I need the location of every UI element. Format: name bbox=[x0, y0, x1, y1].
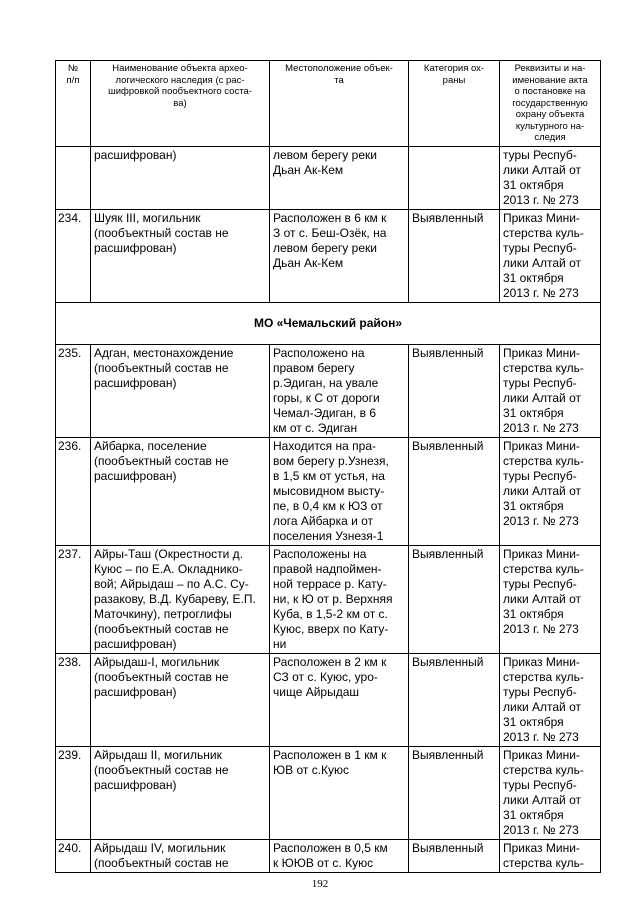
object-name-cell: Айбарка, поселение (пообъектный состав не расшифрован) bbox=[91, 437, 270, 545]
location-cell: Расположен в 0,5 км к ЮЮВ от с. Куюс bbox=[270, 839, 409, 872]
table-row bbox=[56, 839, 601, 872]
act-details-cell: туры Респуб- лики Алтай от 31 октября 2013 г. № 273 bbox=[500, 146, 601, 209]
row-number: 238. bbox=[56, 653, 91, 746]
table-row bbox=[56, 653, 601, 746]
table-row bbox=[56, 437, 601, 545]
act-details-cell: Приказ Мини- стерства куль- туры Респуб- лики Алтай от 31 октября 2013 г. № 273 bbox=[500, 344, 601, 437]
row-number: 234. bbox=[56, 209, 91, 302]
protection-category-cell: Выявленный bbox=[409, 839, 500, 872]
location-cell: Расположен в 1 км к ЮВ от с.Куюс bbox=[270, 746, 409, 839]
protection-category-cell: Выявленный bbox=[409, 437, 500, 545]
header-object-name: Наименование объекта архео- логического наследия (с рас- шифровкой пообъектного соста- ва) bbox=[91, 61, 270, 147]
location-cell: Расположен в 2 км к СЗ от с. Куюс, уро- чище Айрыдаш bbox=[270, 653, 409, 746]
object-name-cell: Адган, местонахождение (пообъектный состав не расшифрован) bbox=[91, 344, 270, 437]
object-name-cell: расшифрован) bbox=[91, 146, 270, 209]
row-number: 237. bbox=[56, 545, 91, 653]
act-details-cell: Приказ Мини- стерства куль- туры Респуб- лики Алтай от 31 октября 2013 г. № 273 bbox=[500, 209, 601, 302]
protection-category-cell: Выявленный bbox=[409, 653, 500, 746]
row-number: 239. bbox=[56, 746, 91, 839]
act-details-cell: Приказ Мини- стерства куль- туры Респуб- лики Алтай от 31 октября 2013 г. № 273 bbox=[500, 437, 601, 545]
object-name-cell: Айрыдаш IV, могильник (пообъектный состав не bbox=[91, 839, 270, 872]
act-details-cell: Приказ Мини- стерства куль- туры Респуб- лики Алтай от 31 октября 2013 г. № 273 bbox=[500, 746, 601, 839]
object-name-cell: Айры-Таш (Окрестности д. Куюс – по Е.А. Окладнико- вой; Айрыдаш – по А.С. Су- разакову, В.Д. Кубареву, Е.П. Маточкину), петроглифы (пообъектный состав не расшифрован) bbox=[91, 545, 270, 653]
row-number: 236. bbox=[56, 437, 91, 545]
header-location: Местоположение объек- та bbox=[270, 61, 409, 147]
table-body-before bbox=[56, 146, 601, 302]
table-row bbox=[56, 146, 601, 209]
protection-category-cell: Выявленный bbox=[409, 344, 500, 437]
section-row bbox=[56, 302, 601, 344]
table-row bbox=[56, 746, 601, 839]
header-protection-category: Категория ох- раны bbox=[409, 61, 500, 147]
protection-category-cell bbox=[409, 146, 500, 209]
table-row bbox=[56, 209, 601, 302]
object-name-cell: Шуяк III, могильник (пообъектный состав не расшифрован) bbox=[91, 209, 270, 302]
protection-category-cell: Выявленный bbox=[409, 209, 500, 302]
table-row bbox=[56, 545, 601, 653]
row-number: 240. bbox=[56, 839, 91, 872]
location-cell: Расположен в 6 км к З от с. Беш-Озёк, на левом берегу реки Дьан Ак-Кем bbox=[270, 209, 409, 302]
protection-category-cell: Выявленный bbox=[409, 746, 500, 839]
heritage-register-table bbox=[55, 60, 601, 873]
table-body-after bbox=[56, 344, 601, 872]
object-name-cell: Айрыдаш-I, могильник (пообъектный состав не расшифрован) bbox=[91, 653, 270, 746]
protection-category-cell: Выявленный bbox=[409, 545, 500, 653]
header-act-details: Реквизиты и на- именование акта о постановке на государственную охрану объекта культурного на- следия bbox=[500, 61, 601, 147]
location-cell: левом берегу реки Дьан Ак-Кем bbox=[270, 146, 409, 209]
location-cell: Расположено на правом берегу р.Эдиган, на увале горы, к С от дороги Чемал-Эдиган, в 6 км от с. Эдиган bbox=[270, 344, 409, 437]
section-title: МО «Чемальский район» bbox=[56, 302, 601, 344]
location-cell: Расположены на правой надпоймен- ной террасе р. Кату- ни, к Ю от р. Верхняя Куба, в 1,5-2 км от с. Куюс, вверх по Кату- ни bbox=[270, 545, 409, 653]
row-number: 235. bbox=[56, 344, 91, 437]
table-header-row bbox=[56, 61, 601, 147]
act-details-cell: Приказ Мини- стерства куль- туры Респуб- лики Алтай от 31 октября 2013 г. № 273 bbox=[500, 653, 601, 746]
location-cell: Находится на пра- вом берегу р.Узнезя, в 1,5 км от устья, на мысовидном высту- пе, в 0,4 км к ЮЗ от лога Айбарка и от поселения Узнезя-1 bbox=[270, 437, 409, 545]
row-number bbox=[56, 146, 91, 209]
page-number: 192 bbox=[311, 878, 329, 890]
header-number: № п/п bbox=[56, 61, 91, 147]
section-body bbox=[56, 302, 601, 344]
act-details-cell: Приказ Мини- стерства куль- туры Респуб- лики Алтай от 31 октября 2013 г. № 273 bbox=[500, 545, 601, 653]
act-details-cell: Приказ Мини- стерства куль- bbox=[500, 839, 601, 872]
table-row bbox=[56, 344, 601, 437]
object-name-cell: Айрыдаш II, могильник (пообъектный состав не расшифрован) bbox=[91, 746, 270, 839]
